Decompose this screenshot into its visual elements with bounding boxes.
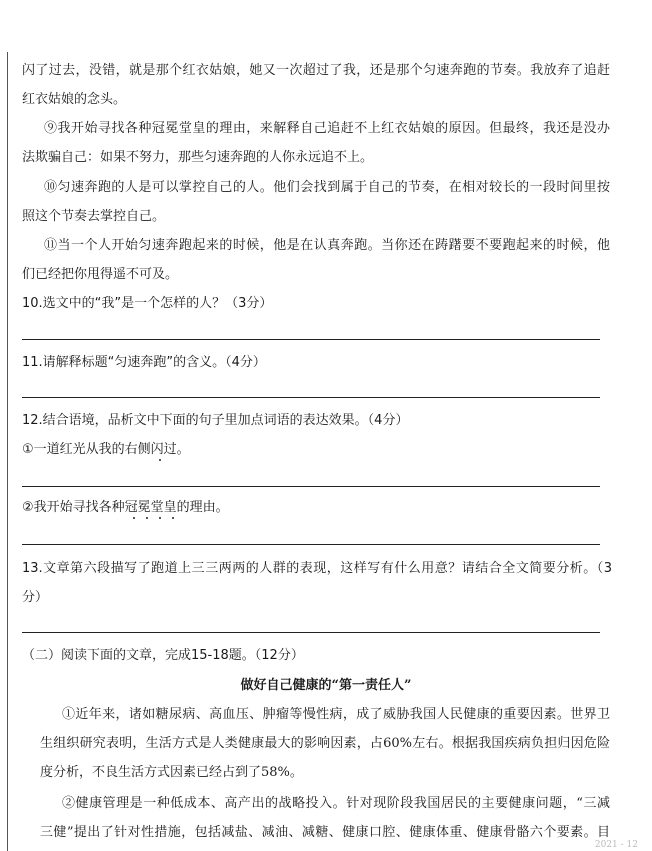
emphasis-dot <box>146 517 148 519</box>
answer-line-q11 <box>22 397 600 398</box>
emphasis-dot <box>159 459 161 461</box>
question-10: 10.选文中的“我”是一个怎样的人？（3分） <box>22 296 273 311</box>
article-paragraph-1-line-1: ①近年来，诸如糖尿病、高血压、肿瘤等慢性病，成了威胁我国人民健康的重要因素。世界卫 <box>62 707 610 722</box>
answer-line-q12-2 <box>22 544 600 545</box>
emphasis-dot <box>172 517 174 519</box>
section-2-heading: （二）阅读下面的文章，完成15-18题。（12分） <box>22 648 304 663</box>
page-margin-rule <box>7 52 8 851</box>
story-paragraph-10-line-1: ⑩匀速奔跑的人是可以掌控自己的人。他们会找到属于自己的节奏，在相对较长的一段时间里按 <box>44 180 610 195</box>
article-paragraph-1-line-3: 度分析，不良生活方式因素已经占到了58%。 <box>40 765 303 780</box>
story-paragraph-10-line-2: 照这个节奏去掌控自己。 <box>22 209 166 224</box>
article-paragraph-2-line-2: 三健”提出了针对性措施，包括减盐、减油、减糖、健康口腔、健康体重、健康骨骼六个要素。目 <box>40 825 610 840</box>
story-paragraph-8-line-2: 红衣姑娘的念头。 <box>22 92 127 107</box>
question-12-item-1: ①一道红光从我的右侧闪过。 <box>22 442 190 457</box>
story-paragraph-9-line-2: 法欺骗自己：如果不努力，那些匀速奔跑的人你永远追不上。 <box>22 150 374 165</box>
answer-line-q12-1 <box>22 486 600 487</box>
article-title: 做好自己健康的“第一责任人” <box>240 678 412 693</box>
question-13-line-2: 分） <box>22 590 49 605</box>
emphasis-dot <box>133 517 135 519</box>
question-12: 12.结合语境，品析文中下面的句子里加点词语的表达效果。（4分） <box>22 413 409 428</box>
answer-line-q13 <box>22 632 600 633</box>
emphasis-dot <box>159 517 161 519</box>
story-paragraph-11-line-1: ⑪当一个人开始匀速奔跑起来的时候，他是在认真奔跑。当你还在踌躇要不要跑起来的时候，他 <box>44 238 610 253</box>
question-11: 11.请解释标题“匀速奔跑”的含义。（4分） <box>22 355 266 370</box>
question-12-item-2: ②我开始寻找各种冠冕堂皇的理由。 <box>22 500 229 515</box>
story-paragraph-8-line-1: 闪了过去，没错，就是那个红衣姑娘，她又一次超过了我，还是那个匀速奔跑的节奏。我放弃了追赶 <box>22 63 610 78</box>
question-13-line-1: 13.文章第六段描写了跑道上三三两两的人群的表现，这样写有什么用意？请结合全文简要分析。（3 <box>22 561 612 576</box>
article-paragraph-2-line-1: ②健康管理是一种低成本、高产出的战略投入。针对现阶段我国居民的主要健康问题，“三减 <box>62 796 610 811</box>
page-corner-mark: 2021 - 12 <box>594 840 638 850</box>
story-paragraph-9-line-1: ⑨我开始寻找各种冠冕堂皇的理由，来解释自己追赶不上红衣姑娘的原因。但最终，我还是没办 <box>44 121 610 136</box>
article-paragraph-1-line-2: 生组织研究表明，生活方式是人类健康最大的影响因素，占60%左右。根据我国疾病负担归因危险 <box>40 736 610 751</box>
answer-line-q10 <box>22 339 600 340</box>
story-paragraph-11-line-2: 们已经把你甩得遥不可及。 <box>22 267 179 282</box>
